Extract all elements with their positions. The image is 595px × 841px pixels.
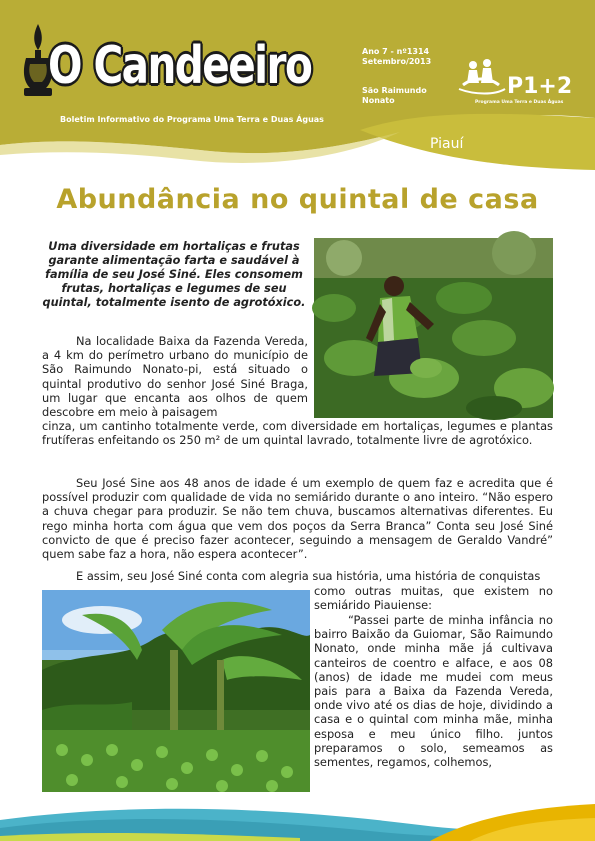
city-info — [362, 86, 427, 106]
logo-text: P1+2 — [507, 74, 573, 99]
masthead-subtitle: Boletim Informativo do Programa Uma Terra e Duas Águas — [60, 115, 324, 124]
paragraph-3b: como outras muitas, que existem no semiárido Piauiense: — [314, 584, 553, 613]
photo-man-in-garden — [314, 238, 553, 418]
paragraph-3a: E assim, seu José Siné conta com alegria sua história, uma história de conquistas — [76, 569, 541, 583]
paragraph-2: Seu José Sine aos 48 anos de idade é um exemplo de quem faz e acredita que é possível produzir com qualidade de vida no semiárido durante o ano inteiro. “Não espero a chuva chegar para produzir. Se não tem chuva, buscamos alternativas diferentes. Eu rego minha horta com água que vem dos poços da Serra Branca” Conta seu José Siné convicto de que é preciso fazer acontecer, seguindo a mensagem de Geraldo Vandré” quem sabe faz a hora, não espera acontecer”. — [42, 476, 553, 562]
logo-subtitle: Programa Uma Terra e Duas Águas — [475, 100, 564, 105]
article-lead: Uma diversidade em hortaliças e frutas garante alimentação farta e saudável à família de seu José Siné. Eles consomem frutas, hortaliças e legumes de seu quintal, totalmente isento de agrotóxico. — [42, 240, 306, 309]
region-label: Piauí — [430, 136, 464, 152]
city-line2: Nonato — [362, 96, 395, 105]
city-line1: São Raimundo — [362, 86, 427, 95]
photo-banana-garden — [42, 590, 310, 792]
masthead — [0, 0, 595, 175]
paragraph-1b: cinza, um cantinho totalmente verde, com diversidade em hortaliças, legumes e plantas frutíferas enfeitando os 250 m² de um quintal lavrado, totalmente livre de agrotóxico. — [42, 419, 553, 448]
paragraph-4: “Passei parte de minha infância no bairro Baixão da Guiomar, São Raimundo Nonato, onde minha mãe já cultivava canteiros de coentro e alface, e aos 08 (anos) de idade me mudei com meus pais para a Baixa da Fazenda Vereda, onde vivo até os dias de hoje, dividindo a casa e o quintal com minha mãe, minha esposa e meu único filho. juntos preparamos o solo, semeamos as sementes, regamos, colhemos, — [314, 613, 553, 770]
paragraph-1a: Na localidade Baixa da Fazenda Vereda, a 4 km do perímetro urbano do município de São Raimundo Nonato-pi, está situado o quintal produtivo do senhor José Siné Braga, um lugar que encanta aos olhos de quem descobre em meio à paisagem — [42, 334, 308, 420]
edition-info — [362, 47, 431, 67]
article-headline: Abundância no quintal de casa — [56, 184, 539, 215]
masthead-title: O Candeeiro — [48, 36, 312, 96]
edition-number: Ano 7 - nº1314 — [362, 47, 430, 56]
edition-date: Setembro/2013 — [362, 57, 432, 66]
footer-waves — [0, 790, 595, 841]
